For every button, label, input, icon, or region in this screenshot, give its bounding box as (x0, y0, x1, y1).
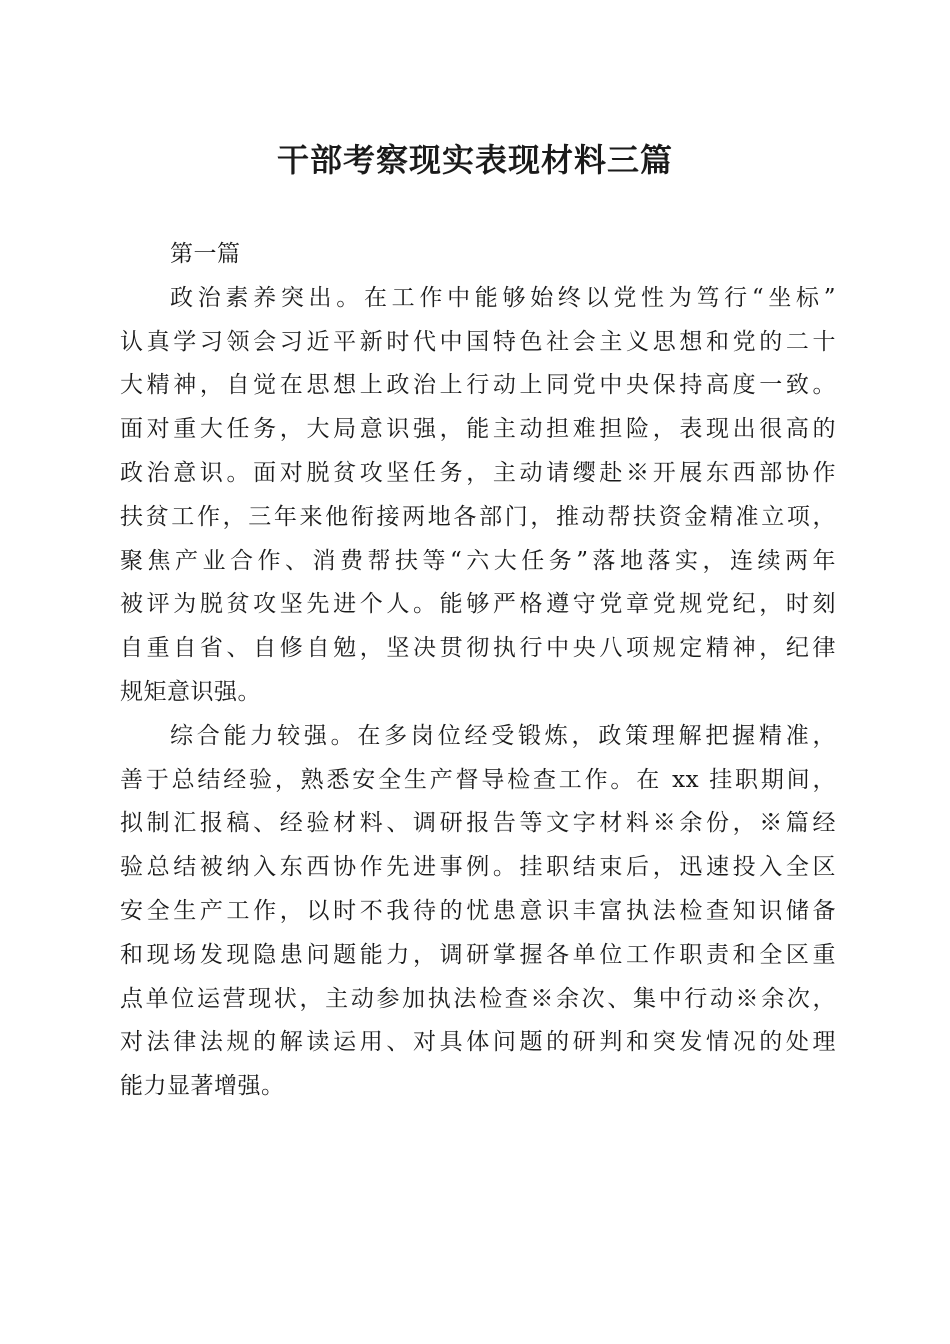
paragraph-line: 大精神，自觉在思想上政治上行动上同党中央保持高度一致。 (120, 372, 836, 399)
document-title: 干部考察现实表现材料三篇 (276, 141, 673, 179)
paragraph-line: 政治意识。面对脱贫攻坚任务，主动请缨赴※开展东西部协作 (120, 459, 836, 486)
paragraph-line: 能力显著增强。 (120, 1073, 285, 1100)
paragraph-line: 政治素养突出。在工作中能够始终以党性为笃行“坐标” (170, 284, 836, 311)
paragraph-political-quality (120, 277, 836, 715)
paragraph-line: 被评为脱贫攻坚先进个人。能够严格遵守党章党规党纪，时刻 (120, 591, 836, 618)
paragraph-line: 认真学习领会习近平新时代中国特色社会主义思想和党的二十 (120, 328, 836, 355)
paragraph-line: 验总结被纳入东西协作先进事例。挂职结束后，迅速投入全区 (120, 854, 836, 881)
paragraph-line: 综合能力较强。在多岗位经受锻炼，政策理解把握精准， (170, 722, 836, 749)
paragraph-line: 聚焦产业合作、消费帮扶等“六大任务”落地落实，连续两年 (120, 547, 836, 574)
paragraph-line: 和现场发现隐患问题能力，调研掌握各单位工作职责和全区重 (120, 941, 836, 968)
paragraph-line: 拟制汇报稿、经验材料、调研报告等文字材料※余份，※篇经 (120, 810, 836, 837)
paragraph-line: 规矩意识强。 (120, 678, 261, 705)
paragraph-line: 自重自省、自修自勉，坚决贯彻执行中央八项规定精神，纪律 (120, 635, 836, 662)
paragraph-line: 点单位运营现状，主动参加执法检查※余次、集中行动※余次， (120, 985, 836, 1012)
paragraph-line: 扶贫工作，三年来他衔接两地各部门，推动帮扶资金精准立项， (120, 503, 836, 530)
paragraph-line: 安全生产工作，以时不我待的忧患意识丰富执法检查知识储备 (120, 897, 836, 924)
paragraph-line: 面对重大任务，大局意识强，能主动担难担险，表现出很高的 (120, 416, 836, 443)
section-heading: 第一篇 (170, 241, 241, 267)
paragraph-line: 对法律法规的解读运用、对具体问题的研判和突发情况的处理 (120, 1029, 836, 1056)
paragraph-comprehensive-ability (120, 715, 836, 1109)
paragraph-line: 善于总结经验，熟悉安全生产督导检查工作。在 xx 挂职期间， (120, 766, 836, 793)
document-body (120, 233, 836, 1109)
